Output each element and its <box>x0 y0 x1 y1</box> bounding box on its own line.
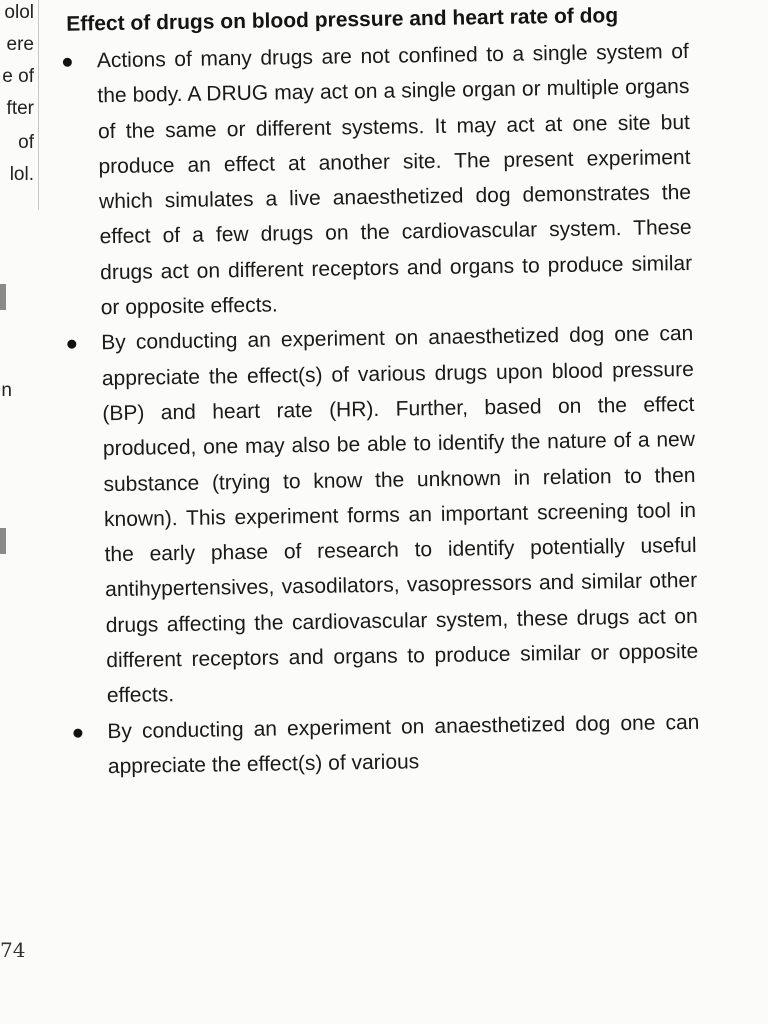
adjacent-page-fragment: of <box>18 132 34 153</box>
list-item <box>53 316 699 714</box>
adjacent-page-fragment: e of <box>2 66 34 87</box>
bullet-dot <box>63 58 72 67</box>
section-heading: Effect of drugs on blood pressure and heart rate of dog <box>66 4 619 36</box>
adjacent-page-fragment: olol <box>4 2 34 23</box>
bullet-dot <box>73 728 82 737</box>
adjacent-page-fragment: n <box>1 380 12 401</box>
binding-shadow-mark <box>0 528 6 554</box>
bullet-list <box>49 34 701 785</box>
paragraph-text: By conducting an experiment on anaesthetized dog one can appreciate the effect(s) of various drugs upon blood pressure (BP) and heart rate (HR). Further, based on the effect produced, one may also be able to identify the nature of a new substance (trying to know the unknown in relation to then known). This experiment forms an important screening tool in the early phase of research to identify potentially useful antihypertensives, vasodilators, vasopressors and similar other drugs affecting the cardiovascular system, these drugs act on different receptors and organs to produce similar or opposite effects. <box>101 322 699 708</box>
adjacent-page-margin <box>0 0 40 1024</box>
list-item <box>59 705 700 786</box>
page-content <box>48 0 700 785</box>
page-number: 74 <box>0 938 26 962</box>
adjacent-page-fragment: lol. <box>9 164 34 185</box>
binding-shadow-mark <box>0 284 6 310</box>
list-item <box>49 34 693 326</box>
column-divider <box>38 0 39 210</box>
bullet-dot <box>67 340 76 349</box>
adjacent-page-fragment: ere <box>6 34 34 55</box>
paragraph-text: By conducting an experiment on anaesthetized dog one can appreciate the effect(s) of various <box>107 710 700 779</box>
paragraph-text: Actions of many drugs are not confined to a single system of the body. A DRUG may act on a single organ or multiple organs of the same or different systems. It may act at one site but produce an effect at another site. The present experiment which simulates a live anaesthetized dog demonstrates the effect of a few drugs on the cardiovascular system. These drugs act on different receptors and organs to produce similar or opposite effects. <box>96 39 693 320</box>
adjacent-page-fragment: fter <box>6 98 34 119</box>
